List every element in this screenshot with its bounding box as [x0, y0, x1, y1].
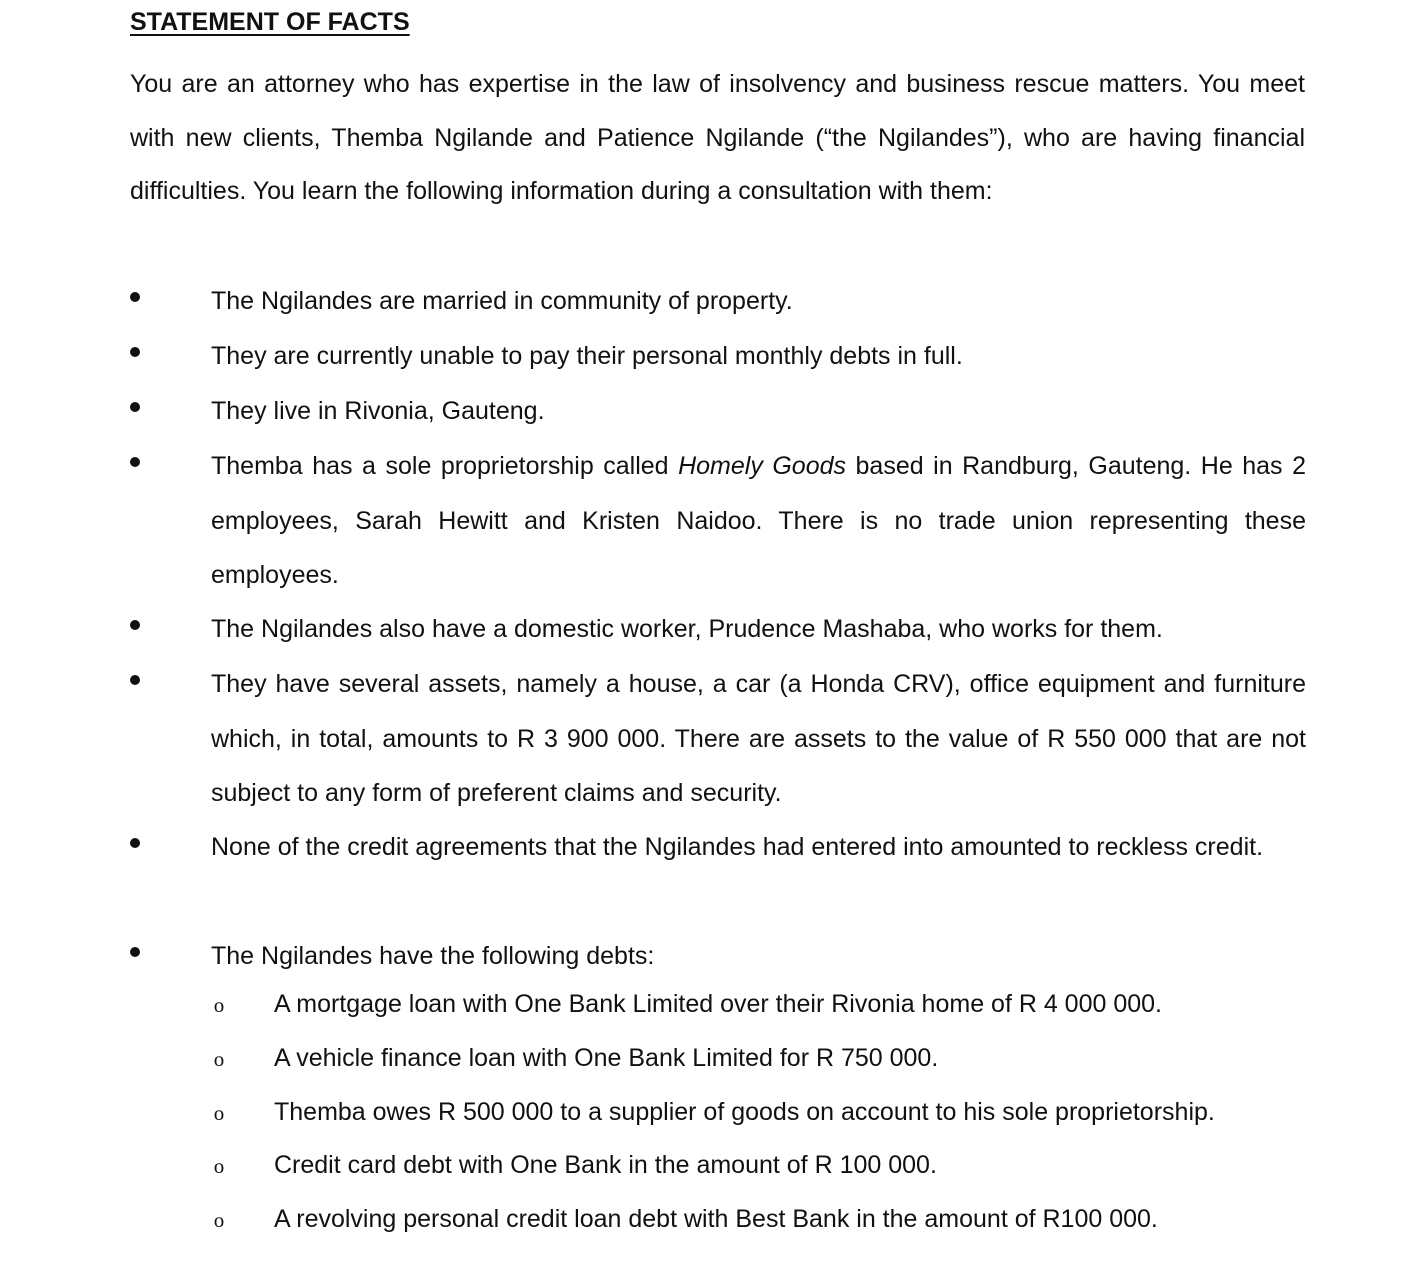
business-name: Homely Goods — [678, 452, 846, 480]
bullet-icon — [130, 402, 140, 412]
bullet-icon — [130, 292, 140, 302]
bullet-icon — [130, 675, 140, 685]
list-item-text: They are currently unable to pay their personal monthly debts in full. — [211, 342, 963, 370]
circle-bullet-icon: o — [213, 1208, 225, 1232]
bullet-icon — [130, 457, 140, 467]
list-item-text: Themba has a sole proprietorship called Homely Goods based in Randburg, Gauteng. He has 2 employees, Sarah Hewitt and Kristen Naidoo. There is no trade union representing these employees. — [211, 452, 1306, 589]
list-item-text: The Ngilandes have the following debts: — [211, 942, 655, 970]
sub-list-item-text: Credit card debt with One Bank in the amount of R 100 000. — [274, 1151, 937, 1179]
list-item-text: They live in Rivonia, Gauteng. — [211, 397, 545, 425]
sub-list-item-text: Themba owes R 500 000 to a supplier of goods on account to his sole proprietorship. — [274, 1098, 1215, 1126]
list-item-text: None of the credit agreements that the Ngilandes had entered into amounted to reckless credit. — [211, 833, 1264, 861]
circle-bullet-icon: o — [213, 993, 225, 1017]
sub-list-item-text: A mortgage loan with One Bank Limited over their Rivonia home of R 4 000 000. — [274, 990, 1163, 1018]
list-item-text: The Ngilandes also have a domestic worker, Prudence Mashaba, who works for them. — [211, 615, 1163, 643]
bullet-icon — [130, 838, 140, 848]
circle-bullet-icon: o — [213, 1101, 225, 1125]
sub-list-item-text: A revolving personal credit loan debt with Best Bank in the amount of R100 000. — [274, 1205, 1158, 1233]
list-item-text: They have several assets, namely a house, a car (a Honda CRV), office equipment and furniture which, in total, amounts to R 3 900 000. There are assets to the value of R 550 000 that are not subject to any form of preferent claims and security. — [211, 670, 1306, 807]
intro-paragraph: You are an attorney who has expertise in the law of insolvency and business rescue matters. You meet with new clients, Themba Ngilande and Patience Ngilande (“the Ngilandes”), who are having financial difficulties. You learn the following information during a consultation with them: — [130, 70, 1305, 205]
bullet-icon — [130, 947, 140, 957]
list-item-text: The Ngilandes are married in community of property. — [211, 287, 793, 315]
bullet-icon — [130, 620, 140, 630]
bullet-icon — [130, 347, 140, 357]
page-title: STATEMENT OF FACTS — [130, 8, 410, 36]
circle-bullet-icon: o — [213, 1154, 225, 1178]
sub-list-item-text: A vehicle finance loan with One Bank Limited for R 750 000. — [274, 1044, 939, 1072]
circle-bullet-icon: o — [213, 1047, 225, 1071]
